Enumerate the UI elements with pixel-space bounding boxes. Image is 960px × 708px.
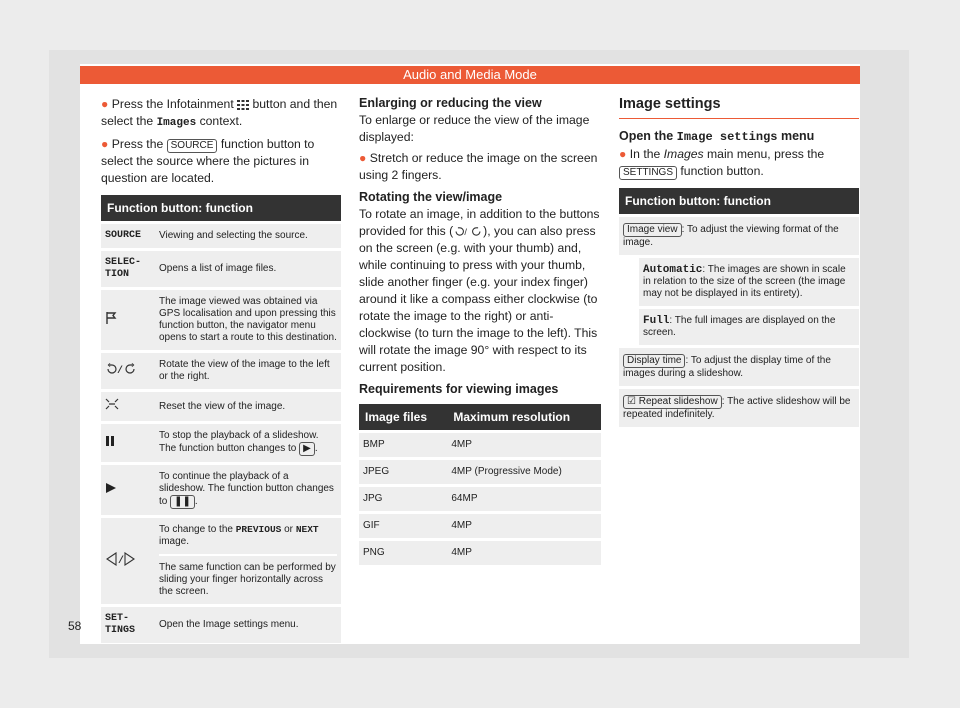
text: ), you can also press on the screen (e.g. with your thumb) and, while continuing to press with your thumb, slide another finger (e.g. your index finger) around it like a compass either clockwise (to rotate the image to the right) or anti-clockwise (to turn the image to the left). This will rotate the image 90° with respect to its current position. [359,224,598,374]
cell: 64MP [447,486,601,513]
cell: GIF [359,513,447,540]
display-time-key: Display time [623,354,685,368]
table-row [101,250,341,289]
text: To rotate an image, in addition to the buttons provided for this ( [359,207,600,238]
rotate-icons [453,226,483,237]
svg-text:/: / [117,365,124,375]
pause-icon [101,423,155,464]
page-header [80,66,860,84]
play-key-icon: ▶ [299,442,315,456]
cell: 4MP [447,513,601,540]
column-1 [101,96,341,643]
text: : To adjust the display time of the images during a slideshow. [623,355,831,379]
row-desc [619,216,859,257]
text: context. [199,114,243,128]
svg-text:/: / [464,227,468,238]
text: To change to the [159,524,233,535]
paragraph [359,206,601,376]
paragraph: To enlarge or reduce the view of the image displayed: [359,113,590,144]
page-number: 58 [68,619,82,633]
table-row [359,459,601,486]
table-row [101,289,341,352]
table-row [619,308,859,347]
table-row [101,391,341,423]
table-row [619,257,859,308]
instruction [359,150,601,184]
code-previous: PREVIOUS [235,524,282,535]
indent [619,257,639,308]
cell: PNG [359,540,447,566]
text: Repeat slideshow [638,396,718,407]
row-desc [639,257,859,308]
table-row [101,352,341,391]
text: Press the [111,137,164,151]
cell: 4MP [447,432,601,459]
code-next: NEXT [295,524,319,535]
table-row [101,606,341,644]
table-row [359,432,601,459]
text: or [284,524,294,535]
code-full: Full [643,315,670,327]
bullet-icon: ● [619,147,627,161]
image-view-key: Image view [623,223,682,237]
table-row [359,513,601,540]
col-header: Image files [359,404,447,432]
row-desc: To stop the playback of a slideshow. The function button changes to ▶ . [155,423,341,464]
requirements-table [359,404,601,565]
code-image-settings: Image settings [676,130,778,144]
bullet-icon: ● [359,151,367,165]
instruction-2 [101,136,341,187]
row-key: SELEC-TION [101,250,155,289]
row-desc [155,517,341,606]
code-images: Images [156,117,197,129]
cell: JPG [359,486,447,513]
section-title: Image settings [619,96,859,119]
text: menu [780,129,815,143]
flag-icon [101,289,155,352]
bullet-icon: ● [101,97,109,111]
row-desc: Rotate the view of the image to the left or the right. [155,352,341,391]
row-desc [619,388,859,428]
checkbox-icon: ☑ [627,396,636,407]
text: In the [629,147,661,161]
row-desc: The image viewed was obtained via GPS localisation and upon pressing this function button, the navigator menu opens to start a route to this destination. [155,289,341,352]
instruction-1 [101,96,341,132]
row-desc: Opens a list of image files. [155,250,341,289]
settings-key: SETTINGS [619,166,677,180]
table-header: Function button: function [619,188,859,216]
text: : To adjust the viewing format of the image. [623,224,839,248]
reset-view-icon [101,391,155,423]
function-table [101,195,341,643]
table-header: Function button: function [101,195,341,223]
text: image. [159,536,190,547]
heading-open-settings [619,129,859,144]
text: To continue the playback of a slideshow. The function button changes to [159,471,334,507]
row-desc: To continue the playback of a slideshow. The function button changes to ❚❚ . [155,464,341,517]
text: Open the [619,129,674,143]
text: Press the Infotainment [111,97,234,111]
table-row [619,347,859,388]
col-header: Maximum resolution [447,404,601,432]
row-desc [639,308,859,347]
table-row [619,216,859,257]
pause-key-icon: ❚❚ [170,495,195,509]
row-desc-2: The same function can be performed by sliding your finger horizontally across the screen. [159,562,336,597]
column-3 [619,96,859,427]
svg-text:/: / [118,555,125,566]
bullet-icon: ● [101,137,109,151]
table-row [101,223,341,250]
text: function button. [680,164,764,178]
table-row [359,486,601,513]
cell: JPEG [359,459,447,486]
text: : The active slideshow will be repeated indefinitely. [623,396,851,420]
text: Stretch or reduce the image on the screen using 2 fingers. [359,151,598,182]
text-images: Images [663,147,704,161]
table-row [101,464,341,517]
instruction [619,146,859,180]
row-key: SET-TINGS [101,606,155,644]
source-key: SOURCE [167,139,218,153]
header-title: Audio and Media Mode [403,67,537,82]
row-key: SOURCE [101,223,155,250]
row-desc [619,347,859,388]
indent [619,308,639,347]
cell: 4MP (Progressive Mode) [447,459,601,486]
repeat-slideshow-key [623,395,722,409]
column-2 [359,96,601,565]
table-row [101,517,341,606]
row-desc: Viewing and selecting the source. [155,223,341,250]
infotainment-grid-icon [237,100,249,110]
heading-rotate: Rotating the view/image [359,190,503,204]
text: button and then select the [101,97,338,128]
code-automatic: Automatic [643,264,703,276]
text: function button to select the source where the pictures in question are located. [101,137,315,185]
prev-next-icons [101,517,155,606]
text: main menu, press the [707,147,825,161]
settings-table [619,188,859,427]
rotate-icons [101,352,155,391]
heading-enlarge: Enlarging or reducing the view [359,96,542,110]
table-row [359,540,601,566]
play-icon [101,464,155,517]
heading-requirements: Requirements for viewing images [359,382,559,396]
table-row [101,423,341,464]
text: : The full images are displayed on the screen. [643,315,836,338]
row-desc: Reset the view of the image. [155,391,341,423]
cell: BMP [359,432,447,459]
text: : The images are shown in scale in relation to the size of the screen (the image may not be displayed in its entirety). [643,264,846,299]
row-desc: Open the Image settings menu. [155,606,341,644]
table-row [619,388,859,428]
cell: 4MP [447,540,601,566]
text: To stop the playback of a slideshow. The function button changes to [159,430,319,454]
